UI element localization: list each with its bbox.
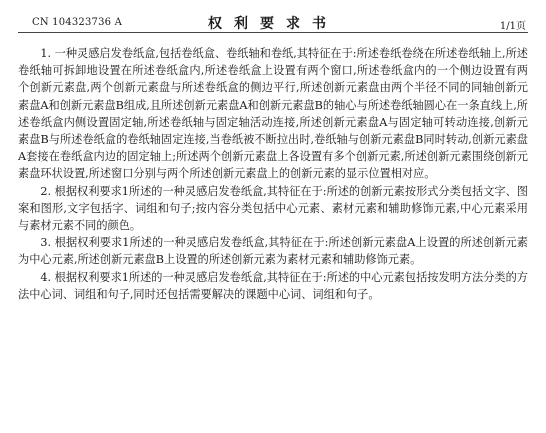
publication-number: CN 104323736 A [32, 17, 123, 28]
claim-4: 4. 根据权利要求1所述的一种灵感启发卷纸盒,其特征在于:所述的中心元素包括按发明方法分类的方法中心词、词组和句子,同时还包括需要解决的课题中心词、词组和句子。 [18, 270, 528, 301]
document-title: 权利要求书 [208, 16, 338, 32]
claim-2: 2. 根据权利要求1所述的一种灵感启发卷纸盒,其特征在于:所述的创新元素按形式分类包括文字、图案和图形,文字包括字、词组和句子;按内容分类包括中心元素、素材元素和辅助修饰元素,中心元素采用与素材元素不同的颜色。 [18, 184, 528, 233]
claims-list [18, 45, 528, 303]
claim-1: 1. 一种灵感启发卷纸盒,包括卷纸盒、卷纸轴和卷纸,其特征在于:所述卷纸卷绕在所述卷纸轴上,所述卷纸轴可拆卸地设置在所述卷纸盒内,所述卷纸盒上设置有两个窗口,所述卷纸盒内的一个侧边设置有两个创新元素盘,两个创新元素盘与所述卷纸盒的侧边平行,所述创新元素盘由两个半径不同的同轴创新元素盘A和创新元素盘B组成,且所述创新元素盘A和创新元素盘B的轴心与所述卷纸轴圆心在一条直线上,所述卷纸盒内侧设置固定轴,所述卷纸轴与固定轴活动连接,所述创新元素盘A与固定轴可转动连接,创新元素盘B与所述卷纸盒的卷纸轴固定连接,当卷纸被不断拉出时,卷纸轴与创新元素盘B同时转动,创新元素盘A套接在卷纸盒内边的固定轴上;所述两个创新元素盘上各设置有多个创新元素,所述创新元素围绕创新元素盘环状设置,所述窗口分别与两个所述创新元素盘上的创新元素的显示位置相对应。 [18, 47, 528, 181]
page-indicator: 1/1页 [499, 21, 526, 32]
claim-3: 3. 根据权利要求1所述的一种灵感启发卷纸盒,其特征在于:所述创新元素盘A上设置的所述创新元素为中心元素,所述创新元素盘B上设置的所述创新元素为素材元素和辅助修饰元素。 [18, 236, 528, 267]
page-header [18, 8, 528, 33]
